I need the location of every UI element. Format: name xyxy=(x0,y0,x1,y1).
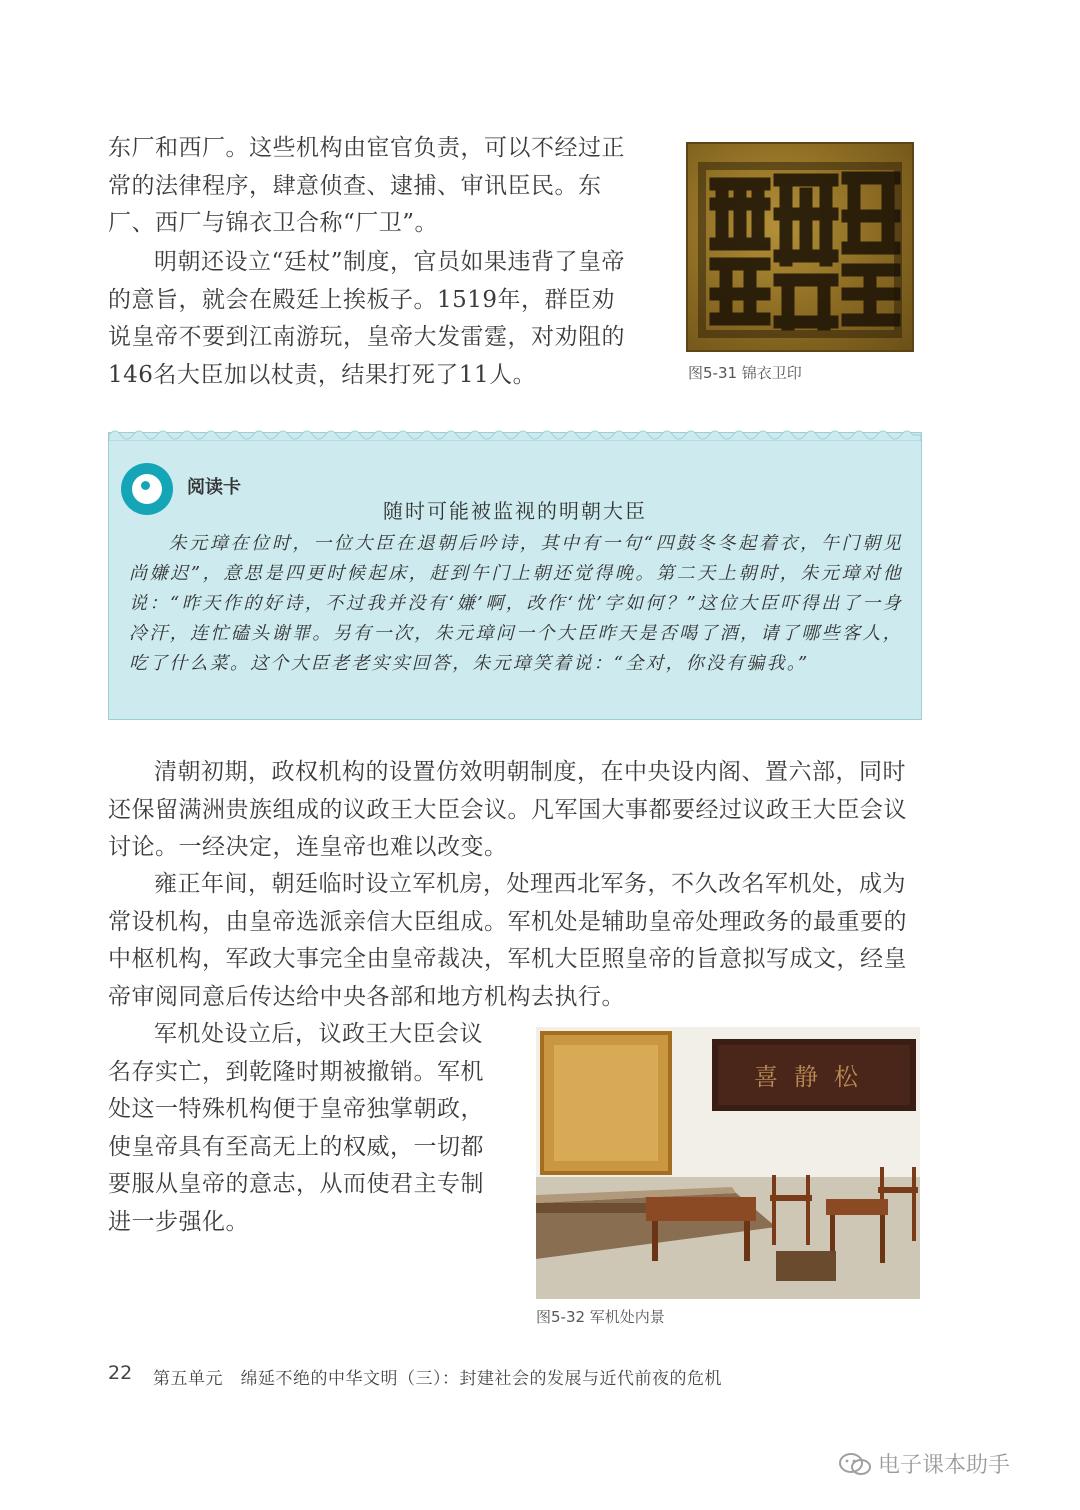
figure-5-31-caption: 图5-31 锦衣卫印 xyxy=(688,364,802,382)
page-number: 22 xyxy=(108,1362,133,1384)
paragraph-3: 清朝初期，政权机构的设置仿效明朝制度，在中央设内阁、置六部，同时还保留满洲贵族组成的议政王大臣会议。凡军国大事都要经过议政王大臣会议讨论。一经决定，连皇帝也难以改变。 xyxy=(108,759,907,860)
figure-5-32-caption: 图5-32 军机处内景 xyxy=(536,1308,665,1326)
paragraph-4: 雍正年间，朝廷临时设立军机房，处理西北军务，不久改名军机处，成为常设机构，由皇帝选派亲信大臣组成。军机处是辅助皇帝处理政务的最重要的中枢机构，军政大事完全由皇帝裁决，军机大臣照皇帝的旨意拟写成文，经皇帝审阅同意后传达给中央各部和地方机构去执行。 xyxy=(108,871,907,1010)
junjichu-interior-photo xyxy=(536,1027,920,1299)
watermark-text: 电子课本助手 xyxy=(878,1453,1011,1478)
paragraph-2: 明朝还设立“廷杖”制度，官员如果违背了皇帝的意旨，就会在殿廷上挨板子。1519年，群臣劝说皇帝不要到江南游玩，皇帝大发雷霆，对劝阻的146名大臣加以杖责，结果打死了11人。 xyxy=(108,249,626,388)
reading-card-label: 阅读卡 xyxy=(187,477,241,498)
paragraph-1: 东厂和西厂。这些机构由宦官负责，可以不经过正常的法律程序，肆意侦查、逮捕、审讯臣民。东厂、西厂与锦衣卫合称“厂卫”。 xyxy=(108,135,625,236)
reading-card-text: 朱元璋在位时，一位大臣在退朝后吟诗，其中有一句“四鼓冬冬起着衣，午门朝见尚嫌迟”，意思是四更时候起床，赶到午门上朝还觉得晚。第二天上朝时，朱元璋对他说：“昨天作的好诗，不过我并没有‘嫌’啊，改作‘忧’字如何？”这位大臣吓得出了一身冷汗，连忙磕头谢罪。另有一次，朱元璋问一个大臣昨天是否喝了酒，请了哪些客人，吃了什么菜。这个大臣老老实实回答，朱元璋笑着说：“全对，你没有骗我。” xyxy=(129,533,903,674)
paragraph-5: 军机处设立后，议政王大臣会议名存实亡，到乾隆时期被撤销。军机处这一特殊机构便于皇帝独掌朝政，使皇帝具有至高无上的权威，一切都要服从皇帝的意志，从而使君主专制进一步强化。 xyxy=(108,1021,484,1235)
reading-card xyxy=(108,432,922,720)
watermark xyxy=(838,1448,1010,1479)
wechat-icon xyxy=(838,1452,872,1476)
reading-card-title: 随时可能被监视的明朝大臣 xyxy=(383,499,647,523)
jinyiwei-seal-image xyxy=(686,142,914,352)
card-wave-edge xyxy=(109,425,921,441)
running-title: 第五单元 绵延不绝的中华文明（三）：封建社会的发展与近代前夜的危机 xyxy=(153,1369,722,1389)
plaque-text: 喜静松 xyxy=(754,1063,874,1091)
